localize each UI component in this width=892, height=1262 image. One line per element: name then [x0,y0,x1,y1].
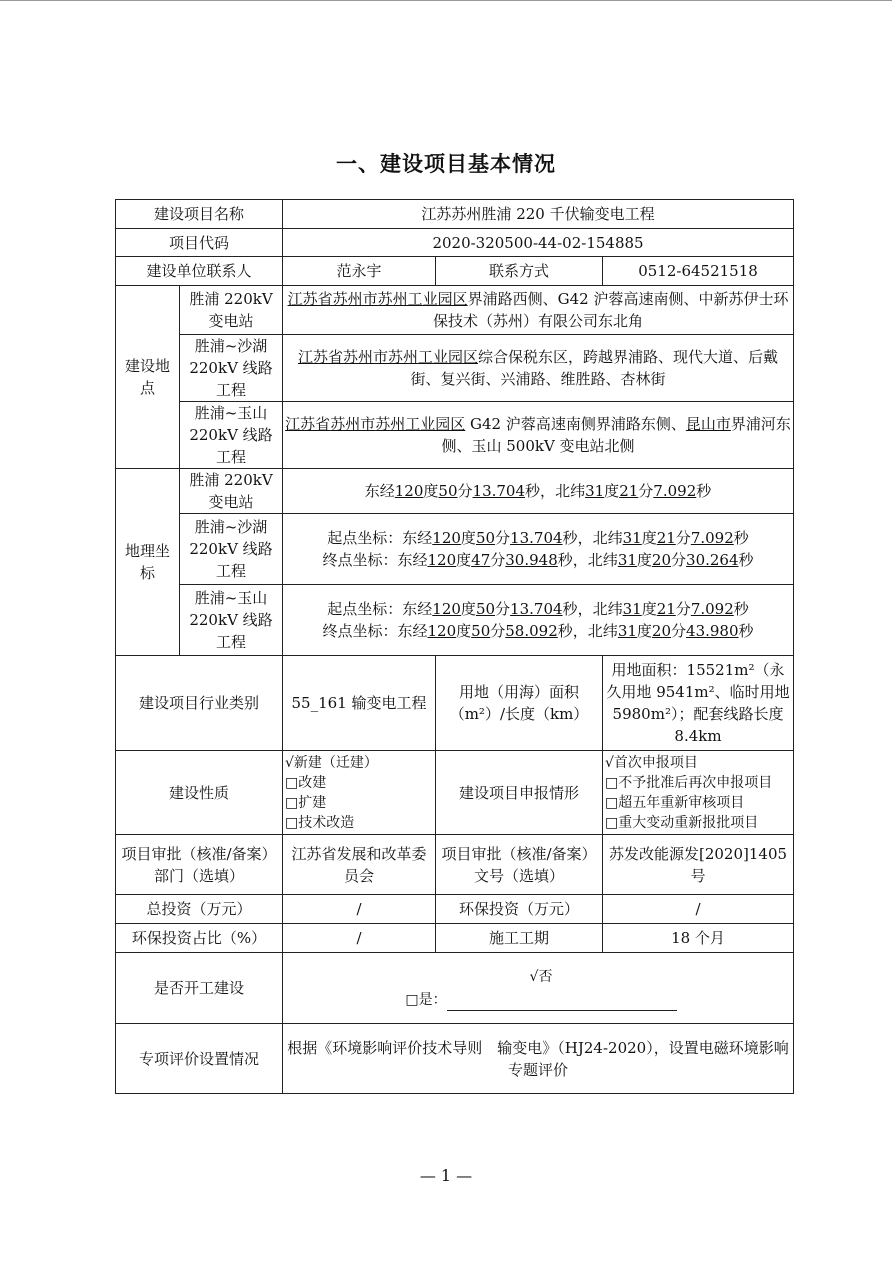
coordinate-unit: 北纬 [587,551,618,569]
special-label: 专项评价设置情况 [116,1024,283,1094]
coordinate-unit: 分 [495,529,511,547]
coordinate-number: 31 [622,529,642,547]
industry-label: 建设项目行业类别 [116,656,283,751]
coordinate-number: 31 [617,551,637,569]
report-options [603,751,794,835]
location-station-name: 胜浦 220kV 变电站 [180,286,283,335]
coordinate-number: 50 [438,482,458,500]
page-title: 一、建设项目基本情况 [336,152,556,176]
top-rule [0,0,892,1]
env-ratio-value: / [283,924,436,953]
coordinate-unit: 秒 [562,600,578,618]
started-blank-line [447,996,677,1011]
env-invest-label: 环保投资（万元） [436,895,603,924]
coordinate-number: 31 [617,622,637,640]
coordinate-unit: 度 [423,482,439,500]
end-label: 终点坐标： [322,551,398,569]
coordinate-unit: 东经 [402,529,433,547]
nature-option-tech: □技术改造 [285,814,355,831]
station-coordinate [365,482,712,500]
coordinate-number: 20 [651,622,672,640]
start-label: 起点坐标： [327,600,403,618]
coordinate-number: 31 [585,482,605,500]
coordinate-unit: 东经 [364,482,395,500]
row-ratio-period [116,924,794,953]
coordinate-unit: 分 [671,551,687,569]
started-label: 是否开工建设 [116,953,283,1024]
coordinate-unit: 秒 [733,529,749,547]
coordinate-number: 30.264 [686,551,739,569]
coordinate-number: 21 [619,482,639,500]
coordinate-unit: 秒 [562,529,578,547]
project-code-label: 项目代码 [116,229,283,257]
coordinate-number: 58.092 [505,622,558,640]
loc-city: 苏州市 [330,415,376,433]
end-label: 终点坐标： [322,622,398,640]
project-name-label: 建设项目名称 [116,200,283,229]
area-value: 用地面积：15521m²（永久用地 9541m²、临时用地 5980m²）；配套线路长度 8.4km [603,656,794,751]
row-approval [116,835,794,895]
coordinate-separator: ， [540,482,556,500]
nature-label: 建设性质 [116,751,283,835]
started-option-yes: □是： [405,992,447,1008]
nature-option-rebuild: □改建 [285,774,327,791]
coordinate-number: 13.704 [510,600,563,618]
coordinate-number: 50 [471,622,491,640]
coordinate-unit: 北纬 [587,622,618,640]
coordinate-number: 13.704 [472,482,526,500]
coords-line1-value [283,514,794,585]
coords-line1-name: 胜浦~沙湖 220kV 线路工程 [180,514,283,585]
location-label: 建设地点 [116,286,180,469]
project-info-table [115,199,794,1094]
nature-option-expand: □扩建 [285,794,327,811]
coordinate-separator: ， [572,622,588,640]
coordinate-number: 20 [651,551,672,569]
report-label: 建设项目申报情形 [436,751,603,835]
loc-city: 苏州市 [332,290,378,308]
line1-start-coordinate [402,529,749,547]
coordinate-unit: 北纬 [592,529,623,547]
coordinate-separator: ， [572,551,588,569]
location-line2-name: 胜浦~玉山 220kV 线路工程 [180,402,283,469]
row-contact [116,257,794,286]
industry-value: 55_161 输变电工程 [283,656,436,751]
loc-district: 苏州工业园区 [377,290,468,308]
coordinate-unit: 分 [671,622,687,640]
total-invest-value: / [283,895,436,924]
coordinate-unit: 分 [490,622,506,640]
loc-detail: G42 沪蓉高速南侧界浦路东侧、 [465,415,686,433]
coordinate-number: 120 [427,622,457,640]
coordinate-unit: 北纬 [555,482,586,500]
report-option-first: √首次申报项目 [605,754,698,771]
row-special [116,1024,794,1094]
loc-detail: 综合保税东区，跨越界浦路、现代大道、后戴街、复兴街、兴浦路、维胜路、杏林街 [410,348,779,388]
project-code-value: 2020-320500-44-02-154885 [283,229,794,257]
env-invest-value: / [603,895,794,924]
location-line1-name: 胜浦~沙湖 220kV 线路工程 [180,335,283,402]
coordinate-unit: 度 [460,529,476,547]
row-investment [116,895,794,924]
row-location-station [116,286,794,335]
coordinate-unit: 度 [636,622,652,640]
coordinate-unit: 度 [636,551,652,569]
loc-province: 江苏省 [285,415,331,433]
coordinate-number: 7.092 [653,482,697,500]
page-number: — 1 — [419,1166,473,1185]
area-label: 用地（用海）面积（m²）/长度（km） [436,656,603,751]
special-value: 根据《环境影响评价技术导则 输变电》（HJ24-2020），设置电磁环境影响专题评价 [283,1024,794,1094]
coordinate-unit: 分 [495,600,511,618]
row-location-line1 [116,335,794,402]
coordinate-unit: 秒 [738,622,754,640]
coordinate-number: 43.980 [686,622,739,640]
coordinate-number: 21 [656,529,676,547]
coordinate-separator: ， [577,529,593,547]
coordinate-number: 31 [622,600,642,618]
loc-province: 江苏省 [297,348,343,366]
coords-station-name: 胜浦 220kV 变电站 [180,469,283,514]
phone-label: 联系方式 [436,257,603,286]
loc-province: 江苏省 [287,290,333,308]
start-label: 起点坐标： [327,529,403,547]
coordinate-number: 120 [432,529,461,547]
coordinate-unit: 秒 [557,551,573,569]
started-option-no: √否 [529,969,553,985]
loc-district: 苏州工业园区 [375,415,466,433]
coordinate-number: 120 [427,551,457,569]
coordinate-unit: 秒 [525,482,541,500]
coordinate-unit: 分 [457,482,473,500]
coordinate-number: 7.092 [690,529,734,547]
env-ratio-label: 环保投资占比（%） [116,924,283,953]
coords-line2-name: 胜浦~玉山 220kV 线路工程 [180,585,283,656]
coordinate-unit: 度 [456,551,472,569]
approval-doc-value: 苏发改能源发[2020]1405 号 [603,835,794,895]
coordinate-number: 50 [475,600,496,618]
coordinate-unit: 北纬 [592,600,623,618]
loc-detail: 界浦路西侧、G42 沪蓉高速南侧、中新苏伊士环保技术（苏州）有限公司东北角 [433,290,789,330]
coordinate-number: 21 [656,600,676,618]
coordinate-unit: 秒 [733,600,749,618]
coordinate-unit: 秒 [738,551,754,569]
location-station-value [283,286,794,335]
coords-label: 地理坐标 [116,469,180,656]
row-coords-line2 [116,585,794,656]
coordinate-unit: 分 [675,600,691,618]
row-project-code [116,229,794,257]
coordinate-unit: 度 [460,600,476,618]
coordinate-unit: 秒 [696,482,712,500]
project-name-value: 江苏苏州胜浦 220 千伏输变电工程 [283,200,794,229]
period-label: 施工工期 [436,924,603,953]
coordinate-unit: 东经 [397,622,428,640]
coordinate-number: 13.704 [510,529,563,547]
row-industry [116,656,794,751]
row-project-name [116,200,794,229]
coordinate-unit: 度 [604,482,620,500]
loc-city-2: 昆山市 [685,415,731,433]
row-location-line2 [116,402,794,469]
coordinate-number: 7.092 [690,600,734,618]
coordinate-separator: ， [577,600,593,618]
location-line2-value [283,402,794,469]
coordinate-number: 120 [432,600,461,618]
contact-label: 建设单位联系人 [116,257,283,286]
approval-doc-label: 项目审批（核准/备案）文号（选填） [436,835,603,895]
coordinate-unit: 东经 [397,551,428,569]
line1-end-coordinate [397,551,753,569]
loc-detail-2: 界浦河东侧、玉山 500kV 变电站北侧 [441,415,791,455]
phone-value: 0512-64521518 [603,257,794,286]
report-option-major-change: □重大变动重新报批项目 [605,814,759,831]
contact-person: 范永宇 [283,257,436,286]
location-line1-value [283,335,794,402]
row-coords-station [116,469,794,514]
coordinate-unit: 分 [490,551,506,569]
coordinate-unit: 度 [456,622,472,640]
line2-end-coordinate [397,622,753,640]
row-nature [116,751,794,835]
approval-dept-value: 江苏省发展和改革委员会 [283,835,436,895]
loc-city: 苏州市 [343,348,389,366]
started-options [283,953,794,1024]
coordinate-unit: 分 [675,529,691,547]
line2-start-coordinate [402,600,749,618]
coords-line2-value [283,585,794,656]
row-started [116,953,794,1024]
report-option-resubmit: □不予批准后再次申报项目 [605,774,773,791]
approval-dept-label: 项目审批（核准/备案）部门（选填） [116,835,283,895]
coordinate-number: 50 [475,529,496,547]
nature-option-new: √新建（迁建） [285,754,378,771]
coordinate-unit: 分 [638,482,654,500]
coordinate-unit: 秒 [557,622,573,640]
total-invest-label: 总投资（万元） [116,895,283,924]
coords-station-value [283,469,794,514]
report-option-five-years: □超五年重新审核项目 [605,794,745,811]
coordinate-unit: 东经 [402,600,433,618]
row-coords-line1 [116,514,794,585]
coordinate-number: 120 [394,482,424,500]
coordinate-number: 47 [471,551,491,569]
loc-district: 苏州工业园区 [388,348,479,366]
nature-options [283,751,436,835]
coordinate-number: 30.948 [505,551,558,569]
period-value: 18 个月 [603,924,794,953]
coordinate-unit: 度 [641,600,657,618]
coordinate-unit: 度 [641,529,657,547]
